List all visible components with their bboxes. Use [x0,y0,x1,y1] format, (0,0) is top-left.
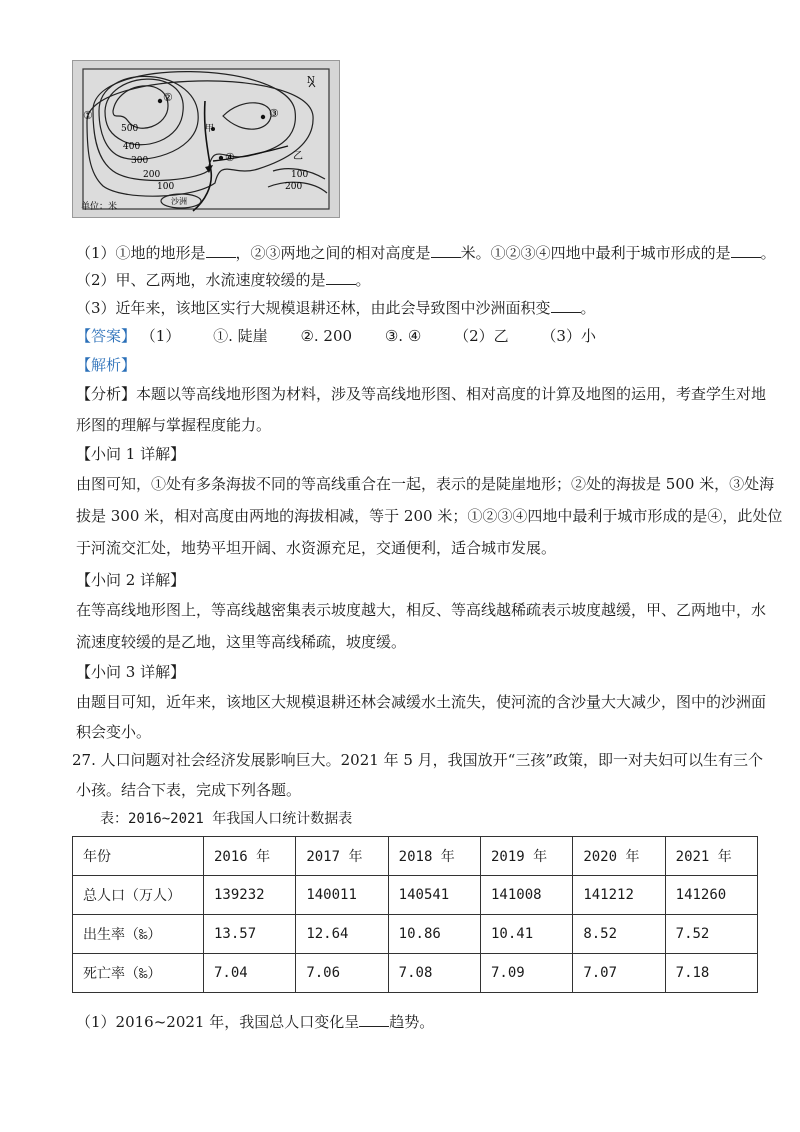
sub2-title: 【小问 2 详解】 [76,571,186,589]
question-27-1: （1）2016~2021 年，我国总人口变化呈 趋势。 [76,1013,435,1031]
table-cell: 8.52 [573,915,665,954]
table-row [73,876,758,915]
blank-1[interactable] [206,243,236,258]
table-cell: 140011 [296,876,388,915]
table-cell: 出生率（‰） [73,915,204,954]
map-label-sandbar: 沙洲 [171,197,187,206]
table-cell: 141212 [573,876,665,915]
table-cell: 7.52 [665,915,757,954]
sub3-line-1: 由题目可知，近年来，该地区大规模退耕还林会减缓水土流失，使河流的含沙量大大减少，图中的沙洲面 [76,693,767,711]
sub1-line-2: 拔是 300 米，相对高度由两地的海拔相减，等于 200 米；①②③④四地中最利于城市形成的是④，此处位 [76,507,783,525]
table-header-cell: 2020 年 [573,837,665,876]
map-contour-200-right: 200 [285,182,303,192]
sub2-line-2: 流速度较缓的是乙地，这里等高线稀疏，坡度缓。 [76,633,407,651]
sub1-line-1: 由图可知，①处有多条海拔不同的等高线重合在一起，表示的是陡崖地形；②处的海拔是 500 米，③处海 [76,475,775,493]
table-cell: 12.64 [296,915,388,954]
blank-5[interactable] [551,298,581,313]
map-contour-200: 200 [143,170,161,180]
sub3-title: 【小问 3 详解】 [76,663,186,681]
table-header-cell: 2018 年 [388,837,480,876]
question-3: （3）近年来，该地区实行大规模退耕还林，由此会导致图中沙洲面积变 。 [76,299,596,317]
question-1: （1）①地的地形是 ，②③两地之间的相对高度是 米。①②③④四地中最利于城市形成的是 。 [76,244,776,262]
answer-tag: 【答案】 [76,327,137,345]
table-cell: 死亡率（‰） [73,954,204,993]
map-label-yi: 乙 [293,151,303,162]
sub1-line-3: 于河流交汇处，地势平坦开阔、水资源充足，交通便利，适合城市发展。 [76,539,557,557]
table-cell: 7.18 [665,954,757,993]
answer-line: 【答案】 （1） ①. 陡崖 ②. 200 ③. ④ （2）乙 （3）小 [76,327,596,345]
table-cell: 总人口（万人） [73,876,204,915]
table-cell: 7.07 [573,954,665,993]
map-label-1: ① [83,109,93,122]
blank-3[interactable] [731,243,761,258]
table-header-cell: 2021 年 [665,837,757,876]
q27-line-1: 27. 人口问题对社会经济发展影响巨大。2021 年 5 月，我国放开“三孩”政策，即一对夫妇可以生有三个 [72,751,763,769]
blank-2[interactable] [431,243,461,258]
table-cell: 141008 [480,876,572,915]
table-header-cell: 2019 年 [480,837,572,876]
map-contour-400: 400 [123,142,141,152]
table-cell: 10.41 [480,915,572,954]
table-row [73,915,758,954]
contour-map-svg [73,61,339,217]
table-header-cell: 2016 年 [204,837,296,876]
table-header-row [73,837,758,876]
table-cell: 7.09 [480,954,572,993]
sub1-title: 【小问 1 详解】 [76,445,186,463]
analysis-line-2: 形图的理解与掌握程度能力。 [76,416,272,434]
question-2: （2）甲、乙两地，水流速度较缓的是 。 [76,271,371,289]
map-label-3: ③ [269,107,279,120]
table-caption: 表：2016~2021 年我国人口统计数据表 [100,811,353,827]
q27-line-2: 小孩。结合下表，完成下列各题。 [76,781,302,799]
table-cell: 10.86 [388,915,480,954]
sub2-line-1: 在等高线地形图上，等高线越密集表示坡度越大，相反、等高线越稀疏表示坡度越缓，甲、乙两地中，水 [76,601,767,619]
table-cell: 7.08 [388,954,480,993]
map-contour-500: 500 [121,124,139,134]
table-header-cell: 年份 [73,837,204,876]
map-unit-label: 单位：米 [81,202,118,212]
table-header-cell: 2017 年 [296,837,388,876]
analysis-line-1: 【分析】本题以等高线地形图为材料，涉及等高线地形图、相对高度的计算及地图的运用，考查学生对地 [76,385,767,403]
table-cell: 7.04 [204,954,296,993]
analysis-tag: 【解析】 [76,356,137,374]
map-contour-100: 100 [157,182,175,192]
blank-6[interactable] [359,1012,389,1027]
table-cell: 7.06 [296,954,388,993]
table-row [73,954,758,993]
map-label-2: ② [163,91,173,104]
table-cell: 141260 [665,876,757,915]
map-label-jia: 甲 [205,124,215,134]
map-north-label: N [307,76,315,86]
map-contour-300: 300 [131,156,149,166]
map-contour-100-right: 100 [291,170,309,180]
map-label-4: ④ [225,151,235,164]
blank-4[interactable] [326,270,356,285]
sub3-line-2: 积会变小。 [76,723,152,741]
table-cell: 140541 [388,876,480,915]
population-table [72,836,758,993]
table-cell: 139232 [204,876,296,915]
contour-map-figure [72,60,340,218]
table-cell: 13.57 [204,915,296,954]
